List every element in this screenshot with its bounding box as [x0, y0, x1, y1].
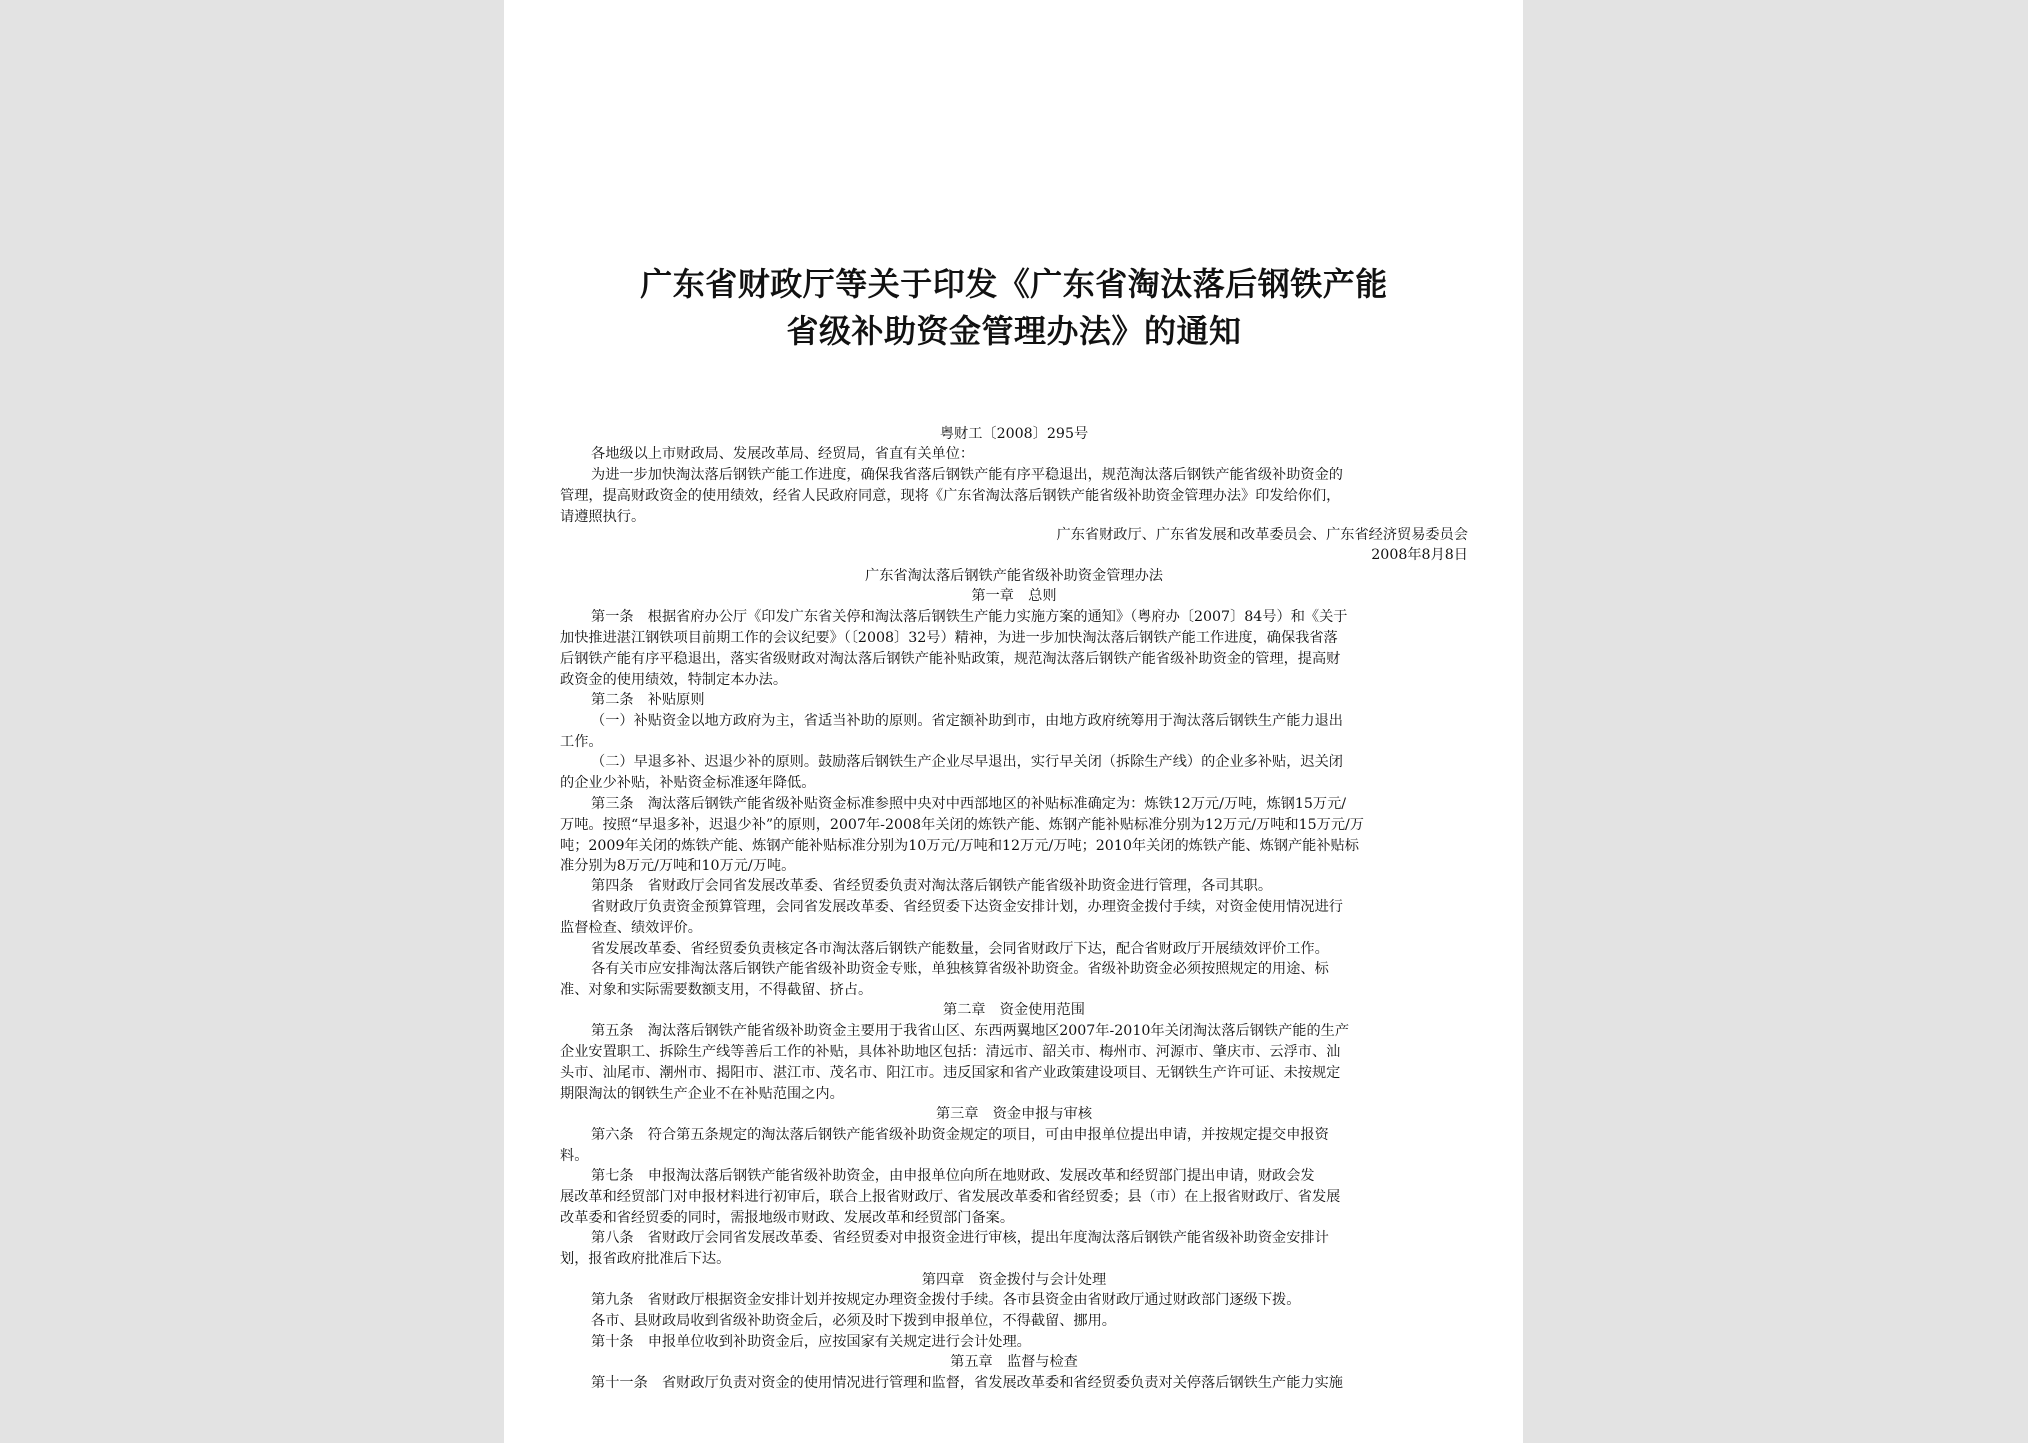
- paragraph-line: 第七条 申报淘汰落后钢铁产能省级补助资金，由申报单位向所在地财政、发展改革和经贸部门提出申请，财政会发: [591, 1168, 1315, 1184]
- paragraph-line: 准、对象和实际需要数额支用，不得截留、挤占。: [560, 982, 873, 998]
- document-page: [504, 0, 1523, 1443]
- paragraph-line: 第一条 根据省府办公厅《印发广东省关停和淘汰落后钢铁生产能力实施方案的通知》（粤府办〔2007〕84号）和《关于: [591, 609, 1348, 625]
- paragraph-line: 万吨。按照“早退多补，迟退少补”的原则，2007年-2008年关闭的炼铁产能、炼钢产能补贴标准分别为12万元/万吨和15万元/万: [560, 817, 1364, 833]
- paragraph-line: 管理，提高财政资金的使用绩效，经省人民政府同意，现将《广东省淘汰落后钢铁产能省级补助资金管理办法》印发给你们，: [560, 488, 1341, 504]
- paragraph-line: 加快推进湛江钢铁项目前期工作的会议纪要》（〔2008〕32号）精神，为进一步加快淘汰落后钢铁产能工作进度，确保我省落: [560, 630, 1338, 646]
- paragraph-line: 第三条 淘汰落后钢铁产能省级补贴资金标准参照中央对中西部地区的补贴标准确定为：炼铁12万元/万吨，炼钢15万元/: [591, 796, 1347, 812]
- issue-date: 2008年8月8日: [1371, 547, 1468, 563]
- document-title-line-1: 广东省财政厅等关于印发《广东省淘汰落后钢铁产能: [640, 265, 1388, 303]
- paragraph-line: 企业安置职工、拆除生产线等善后工作的补贴，具体补助地区包括：清远市、韶关市、梅州市、河源市、肇庆市、云浮市、汕: [560, 1044, 1341, 1060]
- paragraph-line: 第九条 省财政厅根据资金安排计划并按规定办理资金拨付手续。各市县资金由省财政厅通过财政部门逐级下拨。: [591, 1292, 1301, 1308]
- paragraph-line: 料。: [560, 1148, 589, 1164]
- paragraph-line: 划，报省政府批准后下达。: [560, 1251, 731, 1267]
- attachment-title: 广东省淘汰落后钢铁产能省级补助资金管理办法: [865, 568, 1163, 584]
- paragraph-line: 第十条 申报单位收到补助资金后，应按国家有关规定进行会计处理。: [591, 1334, 1031, 1350]
- paragraph-line: 吨；2009年关闭的炼铁产能、炼钢产能补贴标准分别为10万元/万吨和12万元/万吨；2010年关闭的炼铁产能、炼钢产能补贴标: [560, 838, 1359, 854]
- salutation: 各地级以上市财政局、发展改革局、经贸局，省直有关单位：: [591, 446, 975, 462]
- paragraph-line: 第十一条 省财政厅负责对资金的使用情况进行管理和监督，省发展改革委和省经贸委负责对关停落后钢铁生产能力实施: [591, 1375, 1343, 1391]
- paragraph-line: 第四条 省财政厅会同省发展改革委、省经贸委负责对淘汰落后钢铁产能省级补助资金进行管理，各司其职。: [591, 878, 1273, 894]
- paragraph-line: 为进一步加快淘汰落后钢铁产能工作进度，确保我省落后钢铁产能有序平稳退出，规范淘汰落后钢铁产能省级补助资金的: [591, 467, 1343, 483]
- chapter-heading: 第四章 资金拨付与会计处理: [921, 1272, 1107, 1288]
- paragraph-line: 监督检查、绩效评价。: [560, 920, 702, 936]
- paragraph-line: 省发展改革委、省经贸委负责核定各市淘汰落后钢铁产能数量，会同省财政厅下达，配合省财政厅开展绩效评价工作。: [591, 941, 1329, 957]
- chapter-heading: 第五章 监督与检查: [950, 1354, 1078, 1370]
- paragraph-line: （一）补贴资金以地方政府为主，省适当补助的原则。省定额补助到市，由地方政府统筹用于淘汰落后钢铁生产能力退出: [591, 713, 1343, 729]
- paragraph-line: 各有关市应安排淘汰落后钢铁产能省级补助资金专账，单独核算省级补助资金。省级补助资金必须按照规定的用途、标: [591, 961, 1329, 977]
- paragraph-line: 各市、县财政局收到省级补助资金后，必须及时下拨到申报单位，不得截留、挪用。: [591, 1313, 1116, 1329]
- issuing-agencies: 广东省财政厅、广东省发展和改革委员会、广东省经济贸易委员会: [1056, 527, 1468, 543]
- document-number: 粤财工〔2008〕295号: [939, 426, 1089, 442]
- paragraph-line: 期限淘汰的钢铁生产企业不在补贴范围之内。: [560, 1086, 844, 1102]
- chapter-heading: 第三章 资金申报与审核: [935, 1106, 1093, 1122]
- paragraph-line: 请遵照执行。: [560, 509, 646, 525]
- paragraph-line: 准分别为8万元/万吨和10万元/万吨。: [560, 858, 796, 874]
- paragraph-line: （二）早退多补、迟退少补的原则。鼓励落后钢铁生产企业尽早退出，实行早关闭（拆除生产线）的企业多补贴，迟关闭: [591, 754, 1343, 770]
- chapter-heading: 第二章 资金使用范围: [943, 1002, 1085, 1018]
- paragraph-line: 后钢铁产能有序平稳退出，落实省级财政对淘汰落后钢铁产能补贴政策，规范淘汰落后钢铁产能省级补助资金的管理，提高财: [560, 651, 1341, 667]
- paragraph-line: 政资金的使用绩效，特制定本办法。: [560, 672, 788, 688]
- paragraph-line: 工作。: [560, 734, 603, 750]
- paragraph-line: 省财政厅负责资金预算管理，会同省发展改革委、省经贸委下达资金安排计划，办理资金拨付手续，对资金使用情况进行: [591, 899, 1343, 915]
- paragraph-line: 头市、汕尾市、潮州市、揭阳市、湛江市、茂名市、阳江市。违反国家和省产业政策建设项目、无钢铁生产许可证、未按规定: [560, 1065, 1341, 1081]
- paragraph-line: 第八条 省财政厅会同省发展改革委、省经贸委对申报资金进行审核，提出年度淘汰落后钢铁产能省级补助资金安排计: [591, 1230, 1329, 1246]
- paragraph-line: 第五条 淘汰落后钢铁产能省级补助资金主要用于我省山区、东西两翼地区2007年-2010年关闭淘汰落后钢铁产能的生产: [591, 1023, 1350, 1039]
- paragraph-line: 展改革和经贸部门对申报材料进行初审后，联合上报省财政厅、省发展改革委和省经贸委；县（市）在上报省财政厅、省发展: [560, 1189, 1341, 1205]
- document-title-line-2: 省级补助资金管理办法》的通知: [786, 312, 1242, 350]
- paragraph-line: 改革委和省经贸委的同时，需报地级市财政、发展改革和经贸部门备案。: [560, 1210, 1015, 1226]
- article-heading: 第二条 补贴原则: [591, 692, 705, 708]
- paragraph-line: 的企业少补贴，补贴资金标准逐年降低。: [560, 775, 816, 791]
- chapter-heading: 第一章 总则: [971, 588, 1057, 604]
- paragraph-line: 第六条 符合第五条规定的淘汰落后钢铁产能省级补助资金规定的项目，可由申报单位提出申请，并按规定提交申报资: [591, 1127, 1329, 1143]
